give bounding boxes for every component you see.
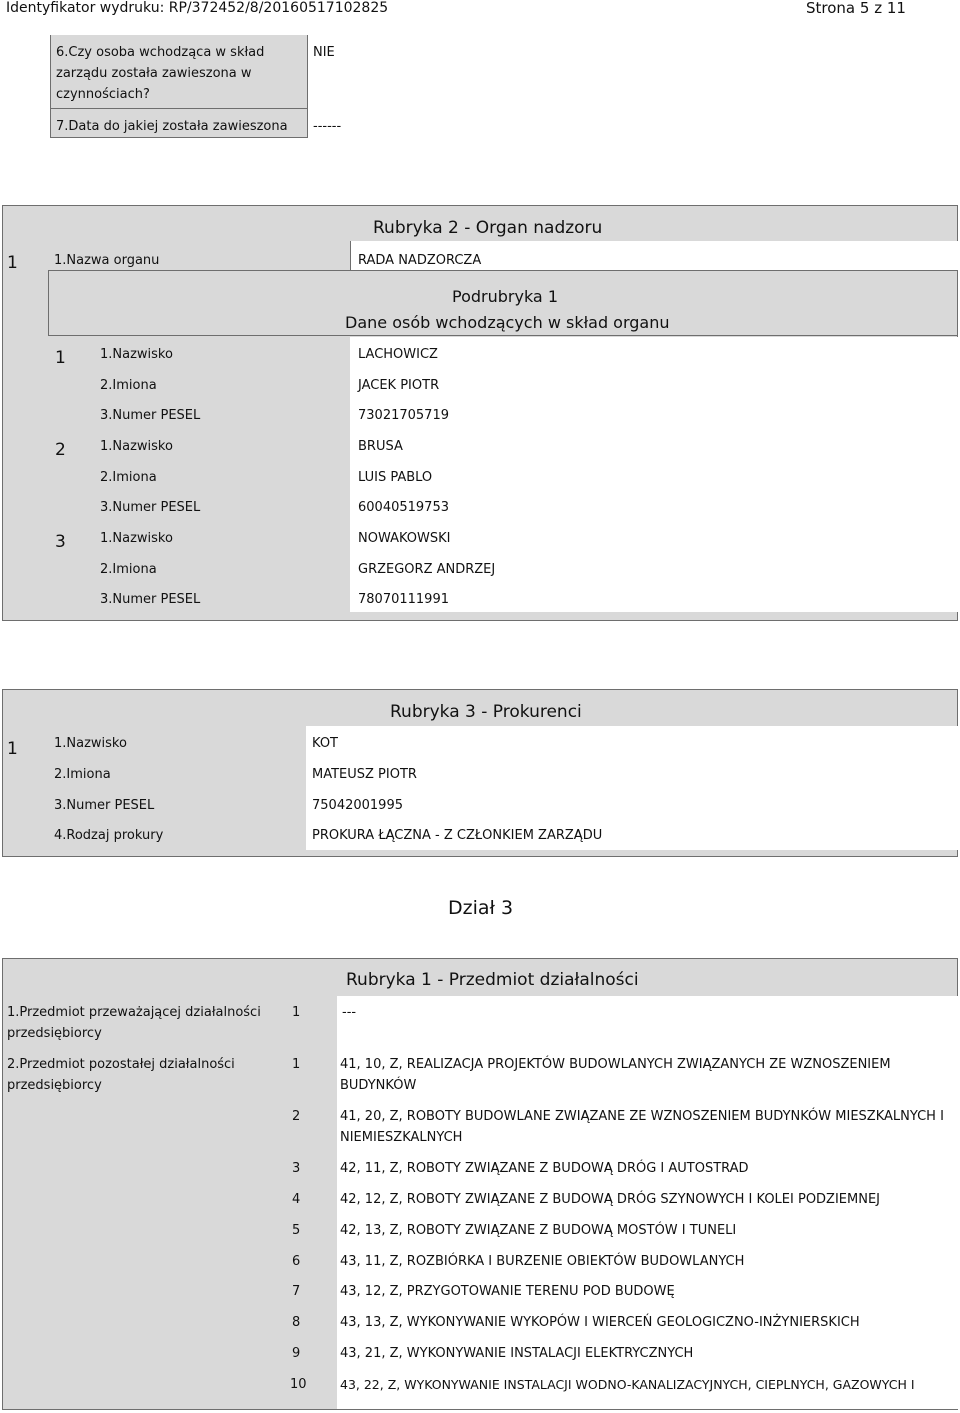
activity-text: 43, 22, Z, WYKONYWANIE INSTALACJI WODNO-KANALIZACYJNYCH, CIEPLNYCH, GAZOWYCH I bbox=[340, 1377, 915, 1392]
surname-value: LACHOWICZ bbox=[358, 347, 438, 362]
surname-label: 1.Nazwisko bbox=[54, 736, 127, 751]
person-index: 3 bbox=[55, 532, 66, 552]
main-activity-index: 1 bbox=[292, 1005, 301, 1020]
surname-label: 1.Nazwisko bbox=[100, 531, 173, 546]
activity-index: 1 bbox=[292, 1057, 301, 1072]
procuration-type-value: PROKURA ŁĄCZNA - Z CZŁONKIEM ZARZĄDU bbox=[312, 828, 603, 843]
person-index: 1 bbox=[55, 348, 66, 368]
procuration-type-label: 4.Rodzaj prokury bbox=[54, 828, 164, 843]
names-value: MATEUSZ PIOTR bbox=[312, 767, 417, 782]
activity-text: 43, 21, Z, WYKONYWANIE INSTALACJI ELEKTRYCZNYCH bbox=[340, 1346, 694, 1361]
activity-text: 43, 13, Z, WYKONYWANIE WYKOPÓW I WIERCEŃ GEOLOGICZNO-INŻYNIERSKICH bbox=[340, 1315, 860, 1330]
pesel-value: 78070111991 bbox=[358, 592, 449, 607]
pesel-label: 3.Numer PESEL bbox=[100, 592, 201, 607]
surname-value: KOT bbox=[312, 736, 338, 751]
organ-value: RADA NADZORCZA bbox=[358, 253, 482, 268]
names-value: GRZEGORZ ANDRZEJ bbox=[358, 562, 496, 577]
activity-text: 42, 12, Z, ROBOTY ZWIĄZANE Z BUDOWĄ DRÓG SZYNOWYCH I KOLEI PODZIEMNEJ bbox=[340, 1192, 881, 1207]
activity-index: 9 bbox=[292, 1346, 301, 1361]
prokurent-index: 1 bbox=[7, 739, 18, 759]
person-index: 2 bbox=[55, 440, 66, 460]
activity-index: 5 bbox=[292, 1223, 301, 1238]
other-activity-label: 2.Przedmiot pozostałej działalności przedsiębiorcy bbox=[7, 1057, 235, 1093]
pesel-value: 75042001995 bbox=[312, 798, 403, 813]
activity-text: 41, 10, Z, REALIZACJA PROJEKTÓW BUDOWLANYCH ZWIĄZANYCH ZE WZNOSZENIEM BUDYNKÓW bbox=[340, 1057, 891, 1093]
activity-text: 42, 11, Z, ROBOTY ZWIĄZANE Z BUDOWĄ DRÓG I AUTOSTRAD bbox=[340, 1161, 749, 1176]
pesel-label: 3.Numer PESEL bbox=[100, 500, 201, 515]
rubryka3-title: Rubryka 3 - Prokurenci bbox=[390, 702, 582, 722]
page-number: Strona 5 z 11 bbox=[806, 0, 906, 17]
pesel-value: 60040519753 bbox=[358, 500, 449, 515]
rubryka2-index: 1 bbox=[7, 253, 18, 273]
names-value: LUIS PABLO bbox=[358, 470, 433, 485]
main-activity-value: --- bbox=[342, 1005, 357, 1020]
activity-index: 3 bbox=[292, 1161, 301, 1176]
surname-value: NOWAKOWSKI bbox=[358, 531, 451, 546]
surname-value: BRUSA bbox=[358, 439, 403, 454]
activity-index: 2 bbox=[292, 1109, 301, 1124]
rubryka2-title: Rubryka 2 - Organ nadzoru bbox=[373, 218, 603, 238]
surname-label: 1.Nazwisko bbox=[100, 347, 173, 362]
pesel-label: 3.Numer PESEL bbox=[100, 408, 201, 423]
q6-label: 6.Czy osoba wchodząca w skład zarządu została zawieszona w czynnościach? bbox=[56, 45, 265, 102]
q6-value: NIE bbox=[313, 45, 335, 60]
print-identifier: Identyfikator wydruku: RP/372452/8/20160517102825 bbox=[6, 0, 389, 16]
surname-label: 1.Nazwisko bbox=[100, 439, 173, 454]
activity-text: 43, 12, Z, PRZYGOTOWANIE TERENU POD BUDOWĘ bbox=[340, 1284, 675, 1299]
dzial3-rubryka-title: Rubryka 1 - Przedmiot działalności bbox=[346, 970, 639, 990]
activity-text: 42, 13, Z, ROBOTY ZWIĄZANE Z BUDOWĄ MOSTÓW I TUNELI bbox=[340, 1223, 737, 1238]
activity-text: 41, 20, Z, ROBOTY BUDOWLANE ZWIĄZANE ZE WZNOSZENIEM BUDYNKÓW MIESZKALNYCH I NIEMIESZKALNYCH bbox=[340, 1109, 944, 1145]
names-label: 2.Imiona bbox=[100, 378, 157, 393]
q7-label: 7.Data do jakiej została zawieszona bbox=[56, 119, 288, 134]
section-title: Dział 3 bbox=[448, 897, 514, 919]
activity-index: 10 bbox=[290, 1377, 307, 1392]
podrubryka-title: Podrubryka 1 bbox=[452, 287, 558, 306]
pesel-label: 3.Numer PESEL bbox=[54, 798, 155, 813]
activity-index: 8 bbox=[292, 1315, 301, 1330]
activity-index: 4 bbox=[292, 1192, 301, 1207]
pesel-value: 73021705719 bbox=[358, 408, 449, 423]
names-label: 2.Imiona bbox=[100, 562, 157, 577]
activity-index: 6 bbox=[292, 1254, 301, 1269]
names-label: 2.Imiona bbox=[54, 767, 111, 782]
main-activity-label: 1.Przedmiot przeważającej działalności przedsiębiorcy bbox=[7, 1005, 261, 1041]
q7-value: ------ bbox=[313, 119, 342, 134]
organ-label: 1.Nazwa organu bbox=[54, 253, 160, 268]
names-label: 2.Imiona bbox=[100, 470, 157, 485]
activity-text: 43, 11, Z, ROZBIÓRKA I BURZENIE OBIEKTÓW BUDOWLANYCH bbox=[340, 1254, 745, 1269]
names-value: JACEK PIOTR bbox=[358, 378, 440, 393]
podrubryka-subtitle: Dane osób wchodzących w skład organu bbox=[345, 313, 670, 332]
activity-index: 7 bbox=[292, 1284, 301, 1299]
